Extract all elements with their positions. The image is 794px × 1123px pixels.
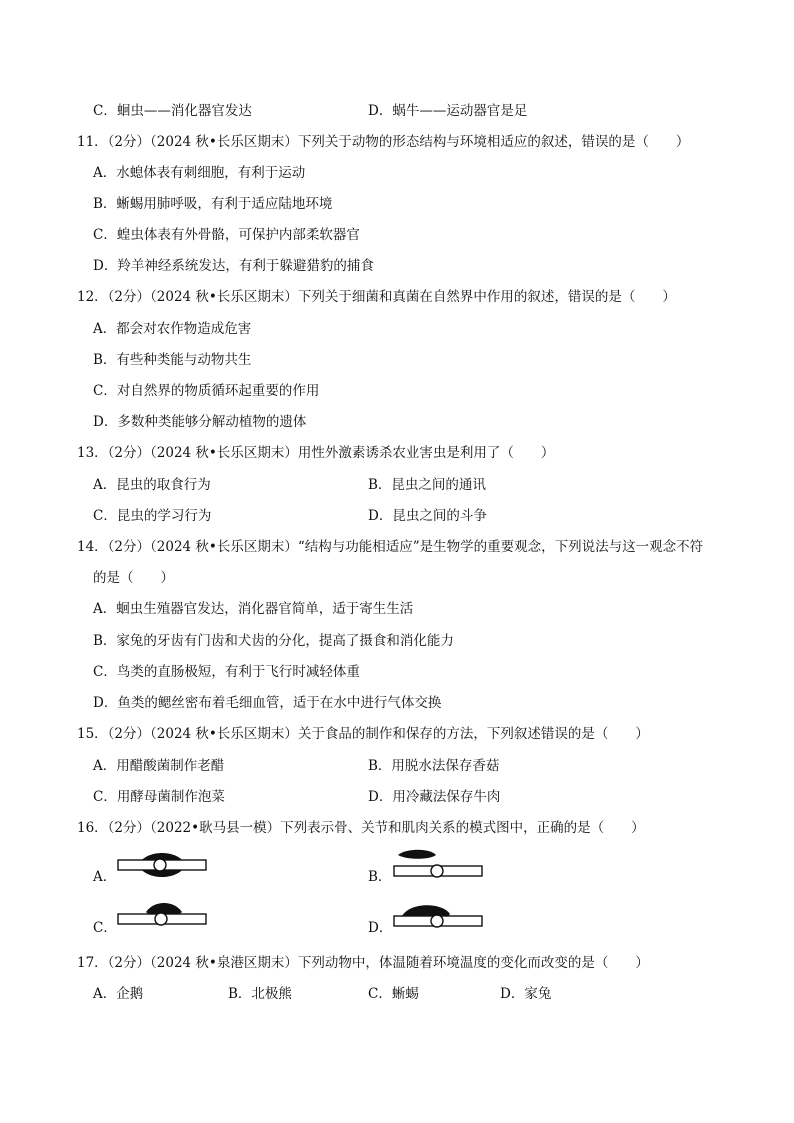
question-11-option-b: B．蜥蜴用肺呼吸，有利于适应陆地环境 [93,196,333,212]
question-13-option-b: B．昆虫之间的通讯 [368,477,486,493]
question-14-option-a: A．蛔虫生殖器官发达，消化器官简单，适于寄生生活 [93,601,414,617]
question-17-option-b: B．北极熊 [228,986,292,1002]
question-11-option-a: A．水螅体表有刺细胞，有利于运动 [93,165,306,181]
bone-joint-diagram-c [116,898,208,938]
bone-joint-diagram-a [116,845,208,885]
question-12-option-a: A．都会对农作物造成危害 [93,321,252,337]
question-16-option-b: B． [368,869,392,885]
question-15-stem: 15．（2分）（2024 秋•长乐区期末）关于食品的制作和保存的方法，下列叙述错误的是（ ） [77,726,649,742]
question-17-option-a: A．企鹅 [93,986,144,1002]
bone-joint-diagram-d [392,898,484,938]
question-15-option-c: C．用酵母菌制作泡菜 [93,789,225,805]
question-11-stem: 11．（2分）（2024 秋•长乐区期末）下列关于动物的形态结构与环境相适应的叙述，错误的是（ ） [77,134,690,150]
question-11-option-c: C．蝗虫体表有外骨骼，可保护内部柔软器官 [93,227,360,243]
prev-option-c: C．蛔虫——消化器官发达 [93,103,252,119]
question-16-option-a: A． [93,869,117,885]
question-13-option-c: C．昆虫的学习行为 [93,508,212,524]
question-16-option-d: D． [368,920,393,936]
question-12-option-c: C．对自然界的物质循环起重要的作用 [93,383,320,399]
question-15-option-a: A．用醋酸菌制作老醋 [93,758,225,774]
question-16-option-c: C． [93,920,117,936]
question-14-stem-cont: 的是（ ） [93,570,174,586]
question-16-stem: 16．（2分）（2022•耿马县一模）下列表示骨、关节和肌肉关系的模式图中，正确的是（ ） [77,820,645,836]
question-13-option-d: D．昆虫之间的斗争 [368,508,487,524]
question-12-option-d: D．多数种类能够分解动植物的遗体 [93,414,307,430]
question-14-option-b: B．家兔的牙齿有门齿和犬齿的分化，提高了摄食和消化能力 [93,633,454,649]
question-15-option-d: D．用冷藏法保存牛肉 [368,789,501,805]
question-17-stem: 17．（2分）（2024 秋•泉港区期末）下列动物中，体温随着环境温度的变化而改变的是（ ） [77,955,649,971]
question-15-option-b: B．用脱水法保存香菇 [368,758,500,774]
question-17-option-d: D．家兔 [500,986,552,1002]
question-13-stem: 13．（2分）（2024 秋•长乐区期末）用性外激素诱杀农业害虫是利用了（ ） [77,445,555,461]
question-17-option-c: C．蜥蜴 [368,986,419,1002]
question-14-option-c: C．鸟类的直肠极短，有利于飞行时减轻体重 [93,664,360,680]
question-14-option-d: D．鱼类的鳃丝密布着毛细血管，适于在水中进行气体交换 [93,695,442,711]
question-11-option-d: D．羚羊神经系统发达，有利于躲避猎豹的捕食 [93,258,374,274]
question-13-option-a: A．昆虫的取食行为 [93,477,211,493]
question-12-stem: 12．（2分）（2024 秋•长乐区期末）下列关于细菌和真菌在自然界中作用的叙述，错误的是（ ） [77,289,676,305]
bone-joint-diagram-b [392,846,484,886]
prev-option-d: D．蜗牛——运动器官是足 [368,103,528,119]
question-12-option-b: B．有些种类能与动物共生 [93,352,252,368]
question-14-stem: 14．（2分）（2024 秋•长乐区期末）“结构与功能相适应”是生物学的重要观念，下列说法与这一观念不符 [77,539,704,555]
